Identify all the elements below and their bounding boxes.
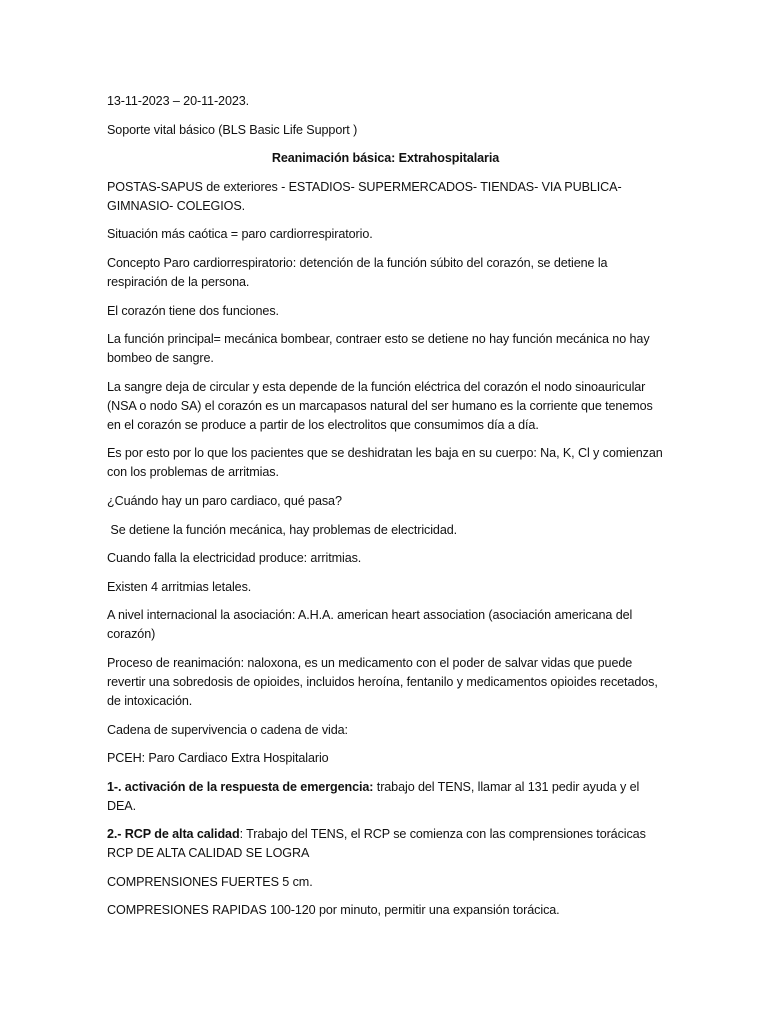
step-2-label: 2.- RCP de alta calidad — [107, 827, 240, 842]
paragraph-aha: A nivel internacional la asociación: A.H.A. american heart association (asociación americana del corazón) — [107, 608, 633, 642]
date-range: 13-11-2023 – 20-11-2023. — [107, 94, 250, 108]
closing-compressions-fast: COMPRESIONES RAPIDAS 100-120 por minuto, permitir una expansión torácica. — [107, 903, 560, 918]
step-2 — [107, 825, 664, 863]
paragraph-electricity-fails: Cuando falla la electricidad produce: arritmias. — [107, 551, 362, 566]
paragraph-blood-circulation: La sangre deja de circular y esta depende de la función eléctrica del corazón el nodo sinoauricular (NSA o nodo SA) el corazón es un marcapasos natural del ser humano es la corriente que tenemos en el corazón se produce a partir de los electrolitos que consumimos día a día. — [107, 379, 653, 432]
section-heading: Reanimación básica: Extrahospitalaria — [271, 151, 500, 166]
paragraph-dehydration: Es por esto por lo que los pacientes que se deshidratan les baja en su cuerpo: Na, K, Cl y comienzan con los problemas de arritmias. — [107, 446, 663, 480]
subtitle: Soporte vital básico (BLS Basic Life Support ) — [107, 122, 358, 137]
paragraph-main-function: La función principal= mecánica bombear, contraer esto se detiene no hay función mecánica no hay bombeo de sangre. — [107, 332, 650, 366]
paragraph-pceh: PCEH: Paro Cardiaco Extra Hospitalario — [107, 751, 329, 766]
paragraph-survival-chain: Cadena de supervivencia o cadena de vida: — [107, 722, 348, 737]
paragraph-naloxone: Proceso de reanimación: naloxona, es un medicamento con el poder de salvar vidas que puede revertir una sobredosis de opioides, incluidos heroína, fentanilo y medicamentos opioides recetados, de intoxicación. — [107, 655, 658, 708]
step-2-text: : Trabajo del TENS, el RCP se comienza con las comprensiones torácicas RCP DE ALTA CALIDAD SE LOGRA — [107, 827, 646, 861]
paragraph-mechanical-stop: Se detiene la función mecánica, hay problemas de electricidad. — [107, 522, 458, 537]
paragraph-chaotic-situation: Situación más caótica = paro cardiorrespiratorio. — [107, 227, 373, 242]
paragraph-lethal-arrhythmias: Existen 4 arritmias letales. — [107, 579, 252, 594]
paragraph-two-functions: El corazón tiene dos funciones. — [107, 303, 279, 318]
paragraph-concept: Concepto Paro cardiorrespiratorio: detención de la función súbito del corazón, se detiene la respiración de la persona. — [107, 255, 608, 289]
step-1-text: trabajo del TENS, llamar al 131 pedir ayuda y el DEA. — [107, 779, 640, 813]
closing-compressions-strong: COMPRENSIONES FUERTES 5 cm. — [107, 874, 313, 889]
step-1-label: 1-. activación de la respuesta de emergencia: — [107, 779, 374, 794]
paragraph-question: ¿Cuándo hay un paro cardiaco, qué pasa? — [107, 493, 342, 508]
paragraph-locations: POSTAS-SAPUS de exteriores - ESTADIOS- SUPERMERCADOS- TIENDAS- VIA PUBLICA- GIMNASIO- COLEGIOS. — [107, 179, 622, 213]
step-1 — [107, 778, 664, 816]
